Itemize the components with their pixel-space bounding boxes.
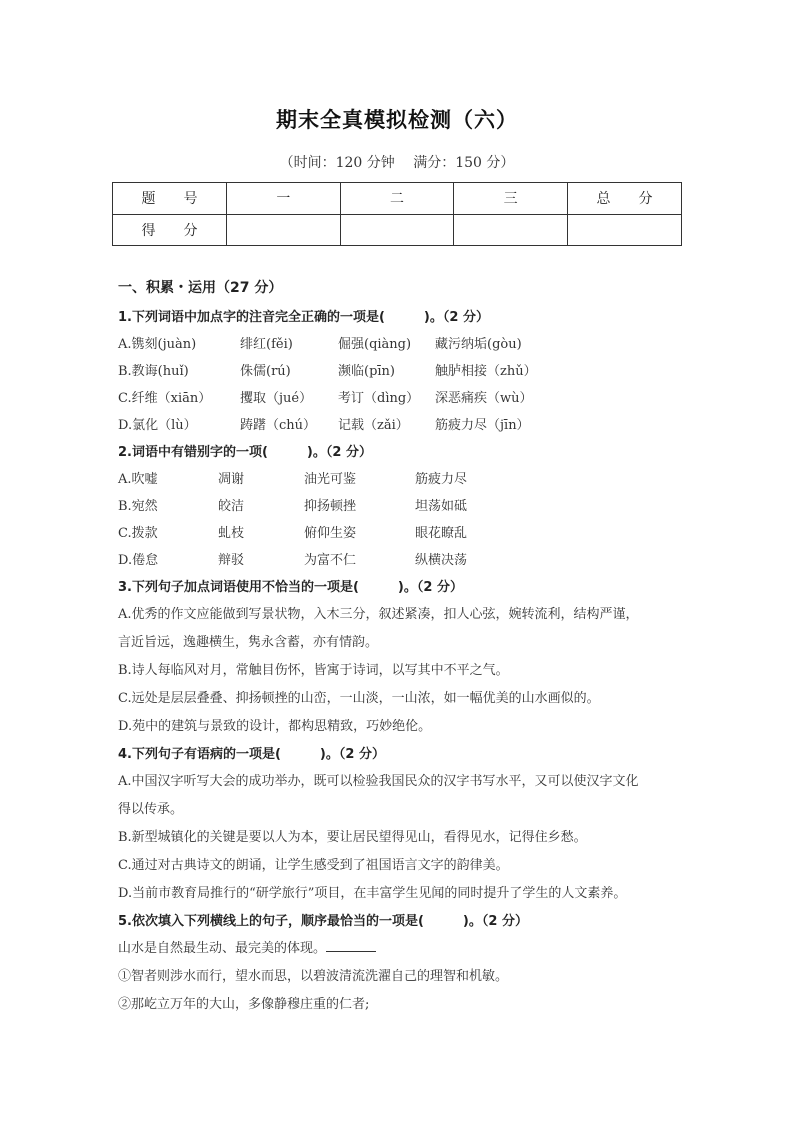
score-header-cell: 三 bbox=[454, 183, 568, 215]
option-word: 筋疲力尽 bbox=[415, 472, 468, 487]
option-row bbox=[118, 385, 688, 412]
option-word: A.吹嘘 bbox=[118, 472, 158, 487]
option-text: C.通过对古典诗文的朗诵，让学生感受到了祖国语言文字的韵律美。 bbox=[118, 858, 509, 873]
option-word: A.镌刻(juàn) bbox=[118, 337, 197, 352]
option-word: 藏污纳垢(gòu) bbox=[435, 337, 522, 352]
option-word: 辩驳 bbox=[218, 553, 245, 568]
option-word: D.氯化（lù） bbox=[118, 418, 197, 433]
option-text: 得以传承。 bbox=[118, 802, 184, 817]
option-row bbox=[118, 331, 688, 358]
question-stem: 1.下列词语中加点字的注音完全正确的一项是( )。（2 分） bbox=[118, 310, 489, 325]
score-blank-cell[interactable] bbox=[227, 214, 341, 246]
option-text: D.苑中的建筑与景致的设计，都构思精致，巧妙绝伦。 bbox=[118, 719, 432, 734]
option-word: B.宛然 bbox=[118, 499, 158, 514]
score-blank-cell[interactable] bbox=[340, 214, 454, 246]
option-word: D.倦怠 bbox=[118, 553, 159, 568]
option-word: 深恶痛疾（wù） bbox=[435, 391, 533, 406]
score-blank-cell[interactable] bbox=[454, 214, 568, 246]
option-row bbox=[118, 412, 688, 439]
option-word: B.教诲(huǐ) bbox=[118, 364, 189, 379]
option-word: 凋谢 bbox=[218, 472, 245, 487]
option-word: 记载（zǎi） bbox=[338, 418, 409, 433]
exam-subtitle: （时间：120 分钟 满分：150 分） bbox=[279, 155, 515, 171]
option-row bbox=[118, 358, 688, 385]
question-stem: 2.词语中有错别字的一项( )。（2 分） bbox=[118, 445, 372, 460]
page-title: 期末全真模拟检测（六） bbox=[276, 108, 518, 132]
option-word: C.纤维（xiān） bbox=[118, 391, 212, 406]
fill-blank[interactable] bbox=[326, 939, 376, 952]
option-text: B.诗人每临风对月，常触目伤怀，皆寓于诗词，以写其中不平之气。 bbox=[118, 663, 509, 678]
option-word: 倔强(qiàng) bbox=[338, 337, 412, 352]
option-word: C.拨款 bbox=[118, 526, 158, 541]
option-text: 言近旨远，逸趣横生，隽永含蓄，亦有情韵。 bbox=[118, 635, 379, 650]
passage-sentence: ①智者则涉水而行，望水而思，以碧波清流洗濯自己的理智和机敏。 bbox=[118, 969, 509, 984]
passage-lead-line bbox=[118, 935, 688, 963]
score-row-label: 得 分 bbox=[113, 214, 227, 246]
option-word: 俯仰生姿 bbox=[304, 526, 357, 541]
option-word: 绯红(fěi) bbox=[240, 337, 293, 352]
question-stem: 5.依次填入下列横线上的句子，顺序最恰当的一项是( )。（2 分） bbox=[118, 914, 528, 929]
score-header-cell: 题 号 bbox=[113, 183, 227, 215]
option-word: 触胪相接（zhǔ） bbox=[435, 364, 537, 379]
question-stem: 4.下列句子有语病的一项是( )。（2 分） bbox=[118, 747, 385, 762]
score-table bbox=[112, 182, 682, 246]
score-table-score-row bbox=[113, 214, 682, 246]
exam-content bbox=[118, 274, 688, 1019]
section-heading: 一、积累・运用（27 分） bbox=[118, 280, 283, 296]
option-word: 纵横决荡 bbox=[415, 553, 468, 568]
passage-sentence: ②那屹立万年的大山，多像静穆庄重的仁者; bbox=[118, 997, 370, 1012]
option-text: A.中国汉字听写大会的成功举办，既可以检验我国民众的汉字书写水平，又可以使汉字文化 bbox=[118, 774, 639, 789]
option-text: B.新型城镇化的关键是要以人为本，要让居民望得见山，看得见水，记得住乡愁。 bbox=[118, 830, 587, 845]
option-row bbox=[118, 493, 688, 520]
option-row bbox=[118, 520, 688, 547]
option-word: 为富不仁 bbox=[304, 553, 357, 568]
option-word: 攫取（jué） bbox=[240, 391, 313, 406]
option-word: 油光可鉴 bbox=[304, 472, 357, 487]
option-word: 皎洁 bbox=[218, 499, 245, 514]
option-row bbox=[118, 547, 688, 574]
score-header-cell: 二 bbox=[340, 183, 454, 215]
option-word: 眼花瞭乱 bbox=[415, 526, 468, 541]
option-text: C.远处是层层叠叠、抑扬顿挫的山峦，一山淡，一山浓，如一幅优美的山水画似的。 bbox=[118, 691, 600, 706]
option-row bbox=[118, 466, 688, 493]
option-word: 侏儒(rú) bbox=[240, 364, 291, 379]
option-word: 虬枝 bbox=[218, 526, 245, 541]
score-blank-cell[interactable] bbox=[567, 214, 681, 246]
option-word: 考订（dìng） bbox=[338, 391, 420, 406]
score-header-cell: 总 分 bbox=[567, 183, 681, 215]
option-word: 踌躇（chú） bbox=[240, 418, 317, 433]
score-header-cell: 一 bbox=[227, 183, 341, 215]
question-stem: 3.下列句子加点词语使用不恰当的一项是( )。（2 分） bbox=[118, 580, 463, 595]
option-word: 筋疲力尽（jīn） bbox=[435, 418, 530, 433]
score-table-header-row bbox=[113, 183, 682, 215]
option-word: 抑扬顿挫 bbox=[304, 499, 357, 514]
option-text: A.优秀的作文应能做到写景状物，入木三分，叙述紧凑，扣人心弦，婉转流利，结构严谨， bbox=[118, 607, 639, 622]
option-word: 濒临(pīn) bbox=[338, 364, 395, 379]
option-text: D.当前市教育局推行的“研学旅行”项目，在丰富学生见闻的同时提升了学生的人文素养。 bbox=[118, 886, 627, 901]
option-word: 坦荡如砥 bbox=[415, 499, 468, 514]
passage-lead: 山水是自然最生动、最完美的体现。 bbox=[118, 941, 327, 956]
